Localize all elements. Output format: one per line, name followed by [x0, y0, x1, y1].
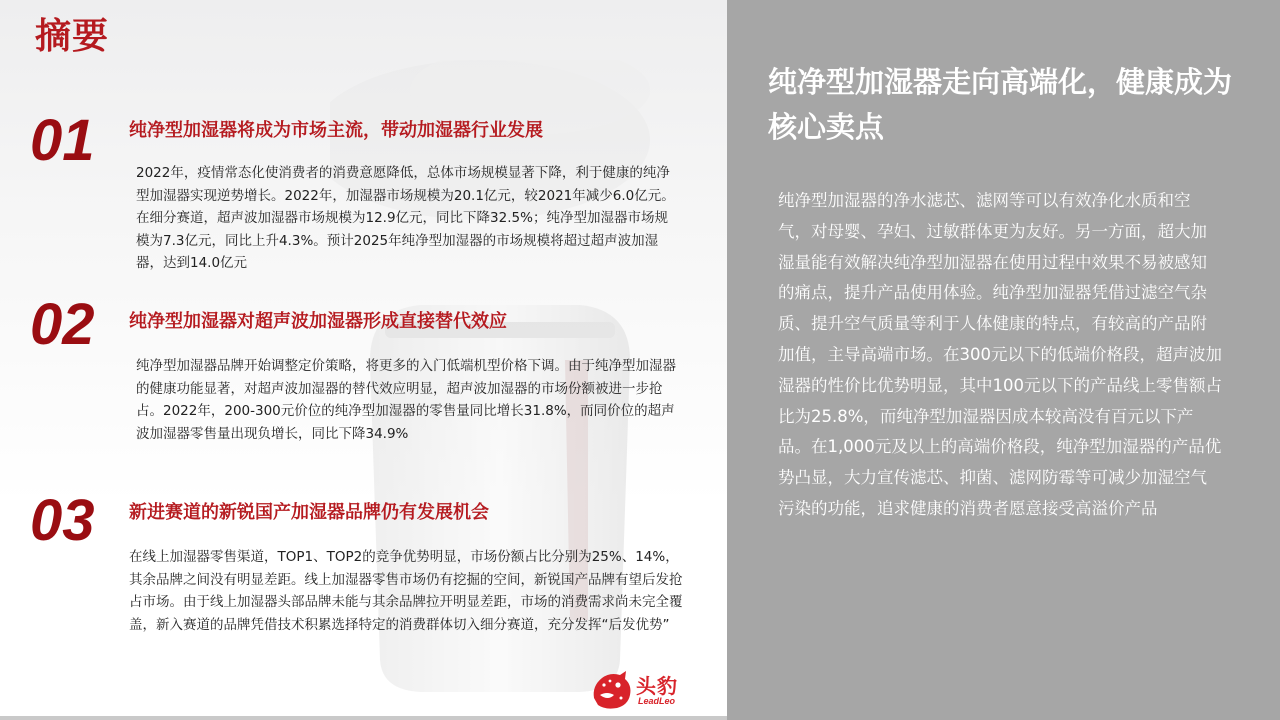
section-number-02: 02 [30, 292, 95, 357]
leopard-logo-icon [590, 668, 634, 712]
section-body-03: 在线上加湿器零售渠道，TOP1、TOP2的竞争优势明显，市场份额占比分别为25%、14%，其余品牌之间没有明显差距。线上加湿器零售市场仍有挖掘的空间，新锐国产品牌有望后发抢占市场。由于线上加湿器头部品牌未能与其余品牌拉开明显差距，市场的消费需求尚未完全覆盖，新入赛道的品牌凭借技术积累选择特定的消费群体切入细分赛道，充分发挥“后发优势” [129, 549, 683, 633]
section-number-03: 03 [30, 488, 95, 553]
section-body-02: 纯净型加湿器品牌开始调整定价策略，将更多的入门低端机型价格下调。由于纯净型加湿器的健康功能显著，对超声波加湿器的替代效应明显，超声波加湿器的市场份额被进一步抢占。2022年，200-300元价位的纯净型加湿器的零售量同比增长31.8%，而同价位的超声波加湿器零售量出现负增长，同比下降34.9% [136, 358, 676, 442]
logo-text-cn: 头豹 [636, 674, 678, 698]
logo-text-en: LeadLeo [638, 696, 676, 706]
section-heading-03: 新进赛道的新锐国产加湿器品牌仍有发展机会 [129, 502, 489, 523]
leadleo-logo [590, 668, 700, 712]
section-body-01: 2022年，疫情常态化使消费者的消费意愿降低，总体市场规模显著下降，利于健康的纯净型加湿器实现逆势增长。2022年，加湿器市场规模为20.1亿元，较2021年减少6.0亿元。在细分赛道，超声波加湿器市场规模为12.9亿元，同比下降32.5%；纯净型加湿器市场规模为7.3亿元，同比上升4.3%。预计2025年纯净型加湿器的市场规模将超过超声波加湿器，达到14.0亿元 [136, 165, 675, 271]
bottom-rule [0, 716, 727, 720]
section-number-01: 01 [30, 108, 95, 173]
section-heading-01: 纯净型加湿器将成为市场主流，带动加湿器行业发展 [129, 120, 543, 141]
section-heading-02: 纯净型加湿器对超声波加湿器形成直接替代效应 [129, 311, 507, 332]
page-title: 摘要 [35, 16, 110, 57]
sidebar-body: 纯净型加湿器的净水滤芯、滤网等可以有效净化水质和空气，对母婴、孕妇、过敏群体更为友好。另一方面，超大加湿量能有效解决纯净型加湿器在使用过程中效果不易被感知的痛点，提升产品使用体验。纯净型加湿器凭借过滤空气杂质、提升空气质量等利于人体健康的特点，有较高的产品附加值，主导高端市场。在300元以下的低端价格段，超声波加湿器的性价比优势明显，其中100元以下的产品线上零售额占比为25.8%，而纯净型加湿器因成本较高没有百元以下产品。在1,000元及以上的高端价格段，纯净型加湿器的产品优势凸显，大力宣传滤芯、抑菌、滤网防霉等可减少加湿空气污染的功能，追求健康的消费者愿意接受高溢价产品 [778, 191, 1222, 518]
sidebar-title: 纯净型加湿器走向高端化，健康成为核心卖点 [768, 65, 1233, 144]
